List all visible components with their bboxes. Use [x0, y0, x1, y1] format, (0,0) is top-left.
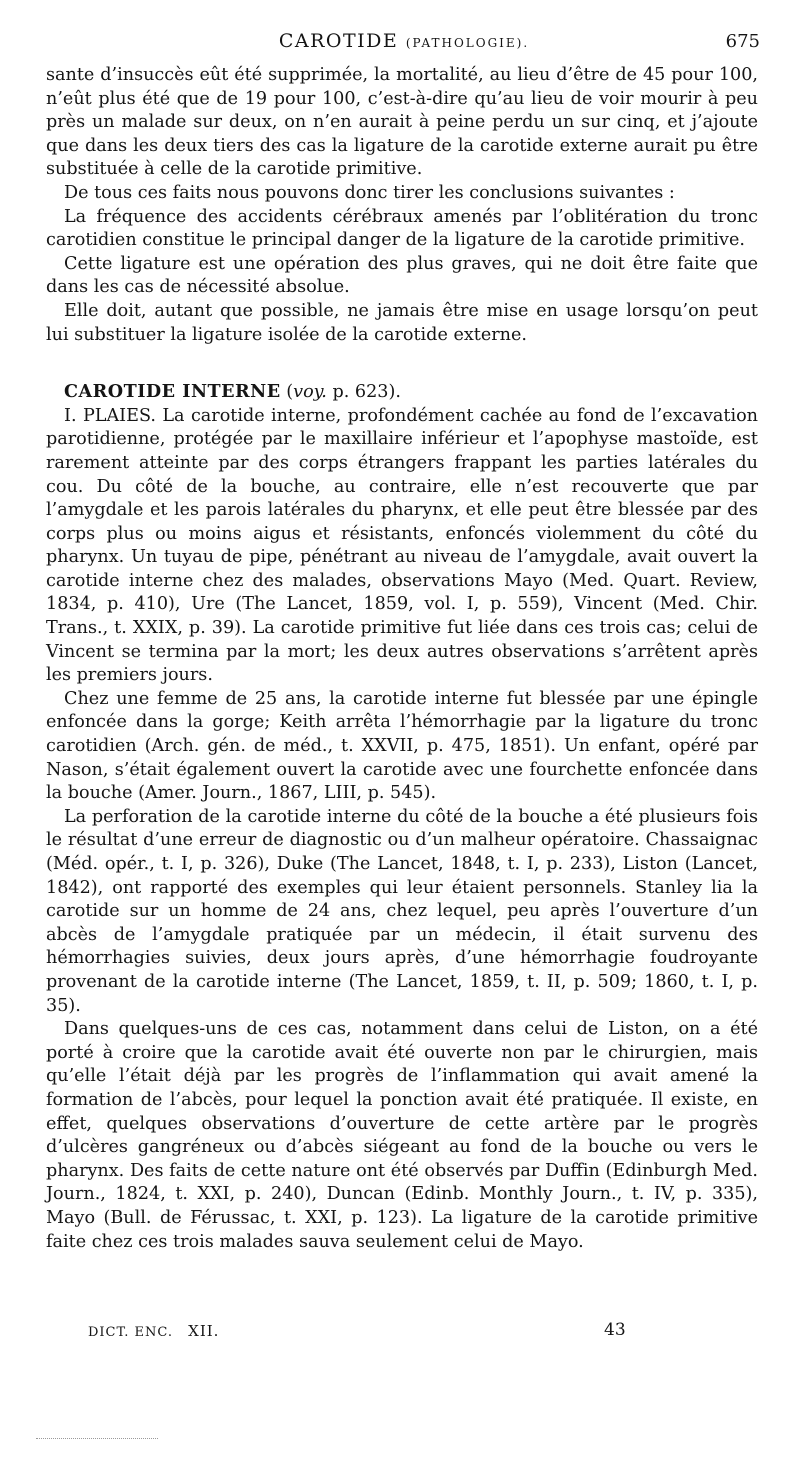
header-subtitle: (PATHOLOGIE).	[405, 36, 530, 50]
paragraph: Elle doit, autant que possible, ne jamais être mise en usage lorsqu’on peut lui substituer la ligature isolée de la carotide externe.	[46, 300, 758, 345]
paragraph: La fréquence des accidents cérébraux amenés par l’oblitération du tronc carotidien constitue le principal danger de la ligature de la carotide primitive.	[46, 206, 758, 251]
paragraph: I. PLAIES. La carotide interne, profondément cachée au fond de l’excavation parotidienne, protégée par le maxillaire inférieur et l’apophyse mastoïde, est rarement atteinte par des corps étrangers frappant les parties latérales du cou. Du côté de la bouche, au contraire, elle n’est recouverte que par l’amygdale et les parois latérales du pharynx, et elle peut être blessée par des corps plus ou moins aigus et résistants, enfoncés violemment du côté du pharynx. Un tuyau de pipe, pénétrant au niveau de l’amygdale, avait ouvert la carotide interne chez des malades, observations Mayo (Med. Quart. Review, 1834, p. 410), Ure (The Lancet, 1859, vol. I, p. 559), Vincent (Med. Chir. Trans., t. XXIX, p. 39). La carotide primitive fut liée dans ces trois cas; celui de Vincent se termina par la mort; les deux autres observations s’arrêtent après les premiers jours.	[46, 405, 758, 686]
running-title	[44, 30, 764, 52]
paragraph: De tous ces faits nous pouvons donc tirer les conclusions suivantes :	[64, 182, 675, 203]
sheet-number: 43	[604, 1320, 626, 1340]
page-number: 675	[725, 31, 760, 52]
paragraph: La perforation de la carotide interne du côté de la bouche a été plusieurs fois le résultat d’une erreur de diagnostic ou d’un malheur opératoire. Chassaignac (Méd. opér., t. I, p. 326), Duke (The Lancet, 1848, t. I, p. 233), Liston (Lancet, 1842), ont rapporté des exemples qui leur étaient personnels. Stanley lia la carotide sur un homme de 24 ans, chez lequel, peu après l’ouverture d’un abcès de l’amygdale pratiquée par un médecin, il était survenu des hémorrhagies suivies, deux jours après, d’une hémorrhagie foudroyante provenant de la carotide interne (The Lancet, 1859, t. II, p. 509; 1860, t. I, p. 35).	[46, 806, 758, 1016]
article-ref-label: voy.	[293, 382, 327, 403]
paragraph: sante d’insuccès eût été supprimée, la mortalité, au lieu d’être de 45 pour 100, n’eût plus été que de 19 pour 100, c’est-à-dire qu’au lieu de voir mourir à peu près un malade sur deux, on n’en aurait à peine perdu un sur cinq, et j’ajoute que dans les deux tiers des cas la ligature de la carotide externe aurait pu être substituée à celle de la carotide primitive.	[46, 65, 758, 180]
header-title: CAROTIDE	[278, 30, 399, 52]
scan-specks-divider	[36, 1438, 158, 1443]
footer-signature-label: DICT. ENC.	[88, 1325, 174, 1340]
page-footer	[44, 1320, 764, 1344]
running-header	[44, 28, 764, 58]
article-ref-page: p. 623).	[332, 382, 401, 403]
footer-signature	[88, 1322, 219, 1340]
paragraph: Dans quelques-uns de ces cas, notamment dans celui de Liston, on a été porté à croire que la carotide avait été ouverte non par le chirurgien, mais qu’elle l’était déjà par les progrès de l’inflammation qui avait amené la formation de l’abcès, pour lequel la ponction avait été pratiquée. Il existe, en effet, quelques observations d’ouverture de cette artère par le progrès d’ulcères gangréneux ou d’abcès siégeant au fond de la bouche ou vers le pharynx. Des faits de cette nature ont été observés par Duffin (Edinburgh Med. Journ., 1824, t. XXI, p. 240), Duncan (Edinb. Monthly Journ., t. IV, p. 335), Mayo (Bull. de Férussac, t. XXI, p. 123). La ligature de la carotide primitive faite chez ces trois malades sauva seulement celui de Mayo.	[46, 1019, 758, 1252]
article-heading: CAROTIDE INTERNE (voy. p. 623).	[64, 381, 401, 403]
paragraph: Cette ligature est une opération des plus graves, qui ne doit être faite que dans les cas de nécessité absolue.	[46, 253, 758, 298]
article-title: CAROTIDE INTERNE	[64, 381, 281, 403]
body-text	[46, 64, 758, 1254]
paragraph: Chez une femme de 25 ans, la carotide interne fut blessée par une épingle enfoncée dans la gorge; Keith arrêta l’hémorrhagie par la ligature du tronc carotidien (Arch. gén. de méd., t. XXVII, p. 475, 1851). Un enfant, opéré par Nason, s’était également ouvert la carotide avec une fourchette enfoncée dans la bouche (Amer. Journ., 1867, LIII, p. 545).	[46, 688, 758, 804]
footer-volume: XII.	[188, 1322, 220, 1340]
